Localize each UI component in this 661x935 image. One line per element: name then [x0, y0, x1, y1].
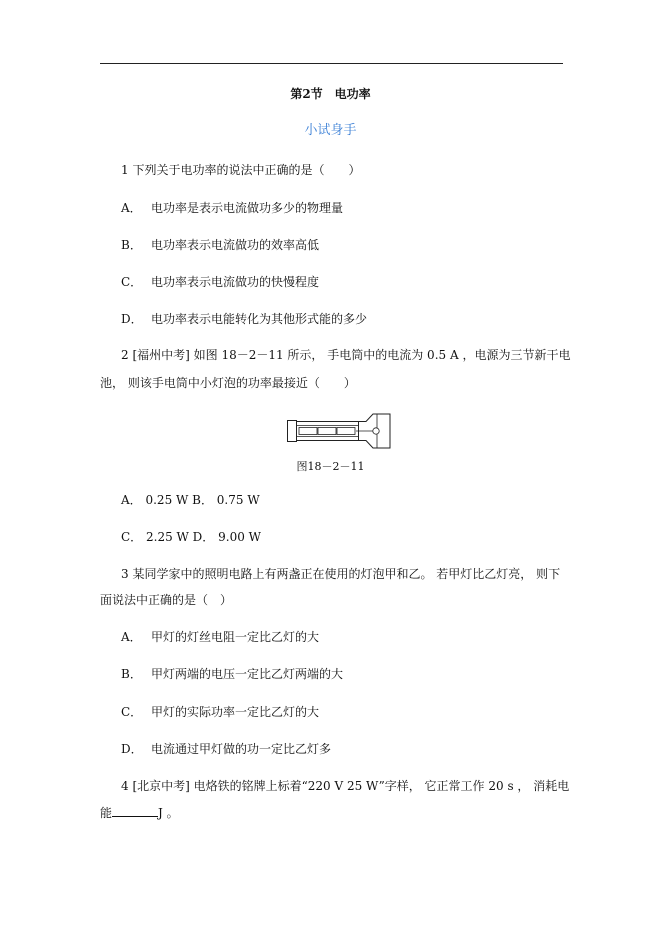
top-rule: [100, 63, 563, 64]
q1-option-c: [121, 274, 319, 290]
option-text: 甲灯的灯丝电阻一定比乙灯的大: [151, 630, 320, 644]
q1-option-a: [121, 200, 343, 216]
option-text: 电功率表示电能转化为其他形式能的多少: [151, 312, 368, 326]
q4-stem-line2: [100, 805, 179, 821]
q1-option-d: [121, 311, 367, 327]
option-text: 电功率是表示电流做功多少的物理量: [151, 201, 344, 215]
option-text: 甲灯两端的电压一定比乙灯两端的大: [151, 667, 344, 681]
option-label: B．: [121, 667, 142, 681]
q3-stem-line1: 3 某同学家中的照明电路上有两盏正在使用的灯泡甲和乙。 若甲灯比乙灯亮， 则下: [121, 567, 561, 581]
flashlight-figure: [287, 412, 391, 450]
option-label: C．: [121, 705, 143, 719]
q3-stem-line2: 面说法中正确的是（ ）: [100, 593, 233, 607]
option-text: 电功率表示电流做功的效率高低: [151, 238, 320, 252]
option-label: B．: [121, 238, 142, 252]
q2-options-line1: A． 0.25 W B． 0.75 W: [121, 493, 260, 507]
option-text: 电功率表示电流做功的快慢程度: [151, 275, 320, 289]
q2-stem-line2: 池， 则该手电筒中小灯泡的功率最接近（ ）: [100, 376, 356, 390]
q4-prefix: 能: [100, 806, 113, 820]
q1-stem: 1 下列关于电功率的说法中正确的是（ ）: [121, 163, 361, 177]
q2-options-line2: C． 2.25 W D． 9.00 W: [121, 530, 261, 544]
option-label: A．: [121, 201, 142, 215]
figure-caption: 图18－2－11: [296, 460, 365, 473]
q4-stem-line1: 4 [北京中考] 电烙铁的铭牌上标着“220 V 25 W”字样， 它正常工作 20 s ， 消耗电: [121, 779, 570, 793]
q2-stem-line1: 2 [福州中考] 如图 18－2－11 所示， 手电筒中的电流为 0.5 A ，电源为三节新干电: [121, 348, 571, 362]
option-text: 电流通过甲灯做的功一定比乙灯多: [151, 742, 332, 756]
q1-option-b: [121, 237, 319, 253]
option-label: C．: [121, 275, 143, 289]
q3-option-b: [121, 666, 343, 682]
q3-option-c: [121, 704, 319, 720]
section-subtitle: 小试身手: [304, 123, 357, 138]
answer-blank[interactable]: [112, 805, 158, 817]
option-text: 甲灯的实际功率一定比乙灯的大: [151, 705, 320, 719]
q4-suffix: J 。: [158, 806, 179, 820]
section-title: 第2节 电功率: [290, 87, 371, 101]
q3-option-d: [121, 741, 331, 757]
q3-option-a: [121, 629, 319, 645]
option-label: D．: [121, 742, 143, 756]
option-label: D．: [121, 312, 143, 326]
option-label: A．: [121, 630, 142, 644]
